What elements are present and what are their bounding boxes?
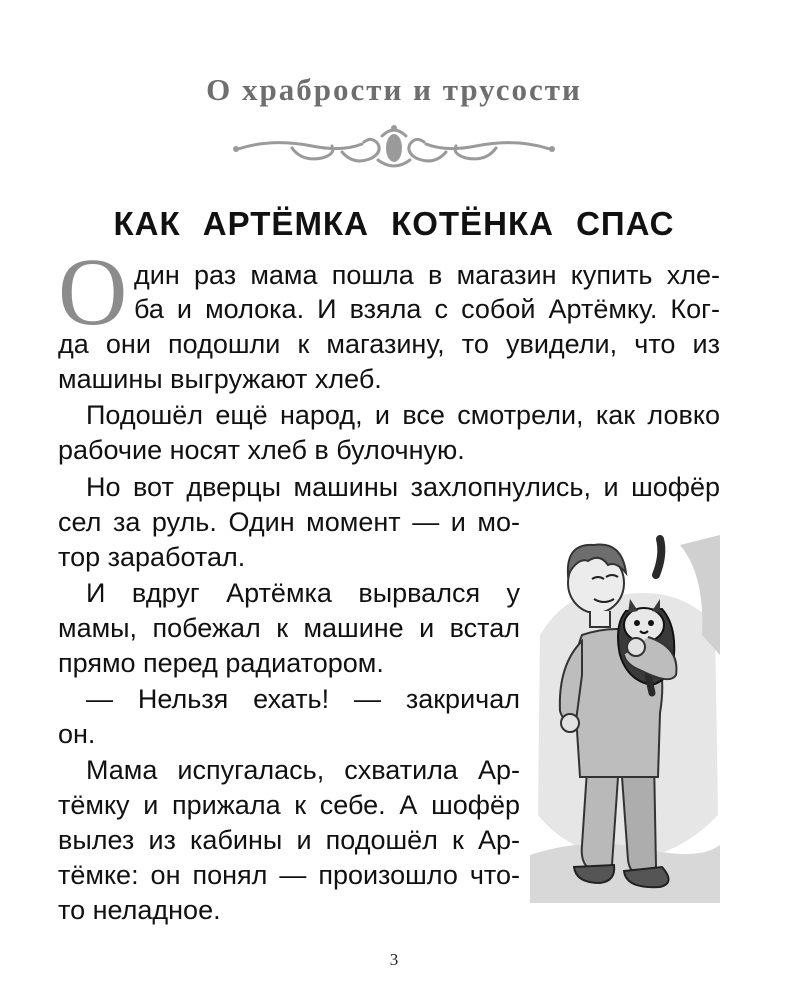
paragraph-line: Подошёл ещё народ, и все смотрели, как ловко — [86, 400, 720, 430]
paragraph-line: — Нельзя ехать! — закричал — [86, 684, 520, 714]
paragraph-line: он. — [58, 719, 96, 749]
page-number: 3 — [389, 950, 399, 969]
paragraph-line: дин раз мама пошла в магазин купить хле- — [134, 260, 720, 290]
paragraph-line: тор заработал. — [58, 542, 246, 572]
paragraph-line: тёмке: он понял — произошло что- — [58, 860, 520, 890]
paragraph-line: мамы, побежал к машине и встал — [58, 613, 520, 643]
boy-with-kitten-illustration — [530, 515, 720, 903]
paragraph-line: вылез из кабины и подошёл к Ар- — [58, 825, 520, 855]
paragraph-line: Но вот дверцы машины захлопнулись, и шофёр — [86, 472, 720, 502]
ornament-divider — [232, 122, 556, 174]
story-title: КАК АРТЁМКА КОТЁНКА СПАС — [113, 205, 675, 242]
paragraph-line: Мама испугалась, схватила Ар- — [86, 755, 520, 785]
paragraph-line: тёмку и прижала к себе. А шофёр — [58, 790, 520, 820]
drop-cap: О — [58, 238, 128, 345]
paragraph-line: рабочие носят хлеб в булочную. — [58, 435, 465, 465]
paragraph-line: прямо перед радиатором. — [58, 648, 384, 678]
paragraph-line: машины выгружают хлеб. — [58, 364, 382, 394]
paragraph-line: да они подошли к магазину, то увидели, что из — [58, 329, 720, 359]
paragraph-line: И вдруг Артёмка вырвался у — [86, 578, 520, 608]
paragraph-line: ба и молока. И взяла с собой Артёмку. Ког- — [134, 294, 720, 324]
section-heading: О храбрости и трусости — [206, 72, 582, 107]
paragraph-line: сел за руль. Один момент — и мо- — [58, 507, 520, 537]
paragraph-line: то неладное. — [58, 895, 221, 925]
